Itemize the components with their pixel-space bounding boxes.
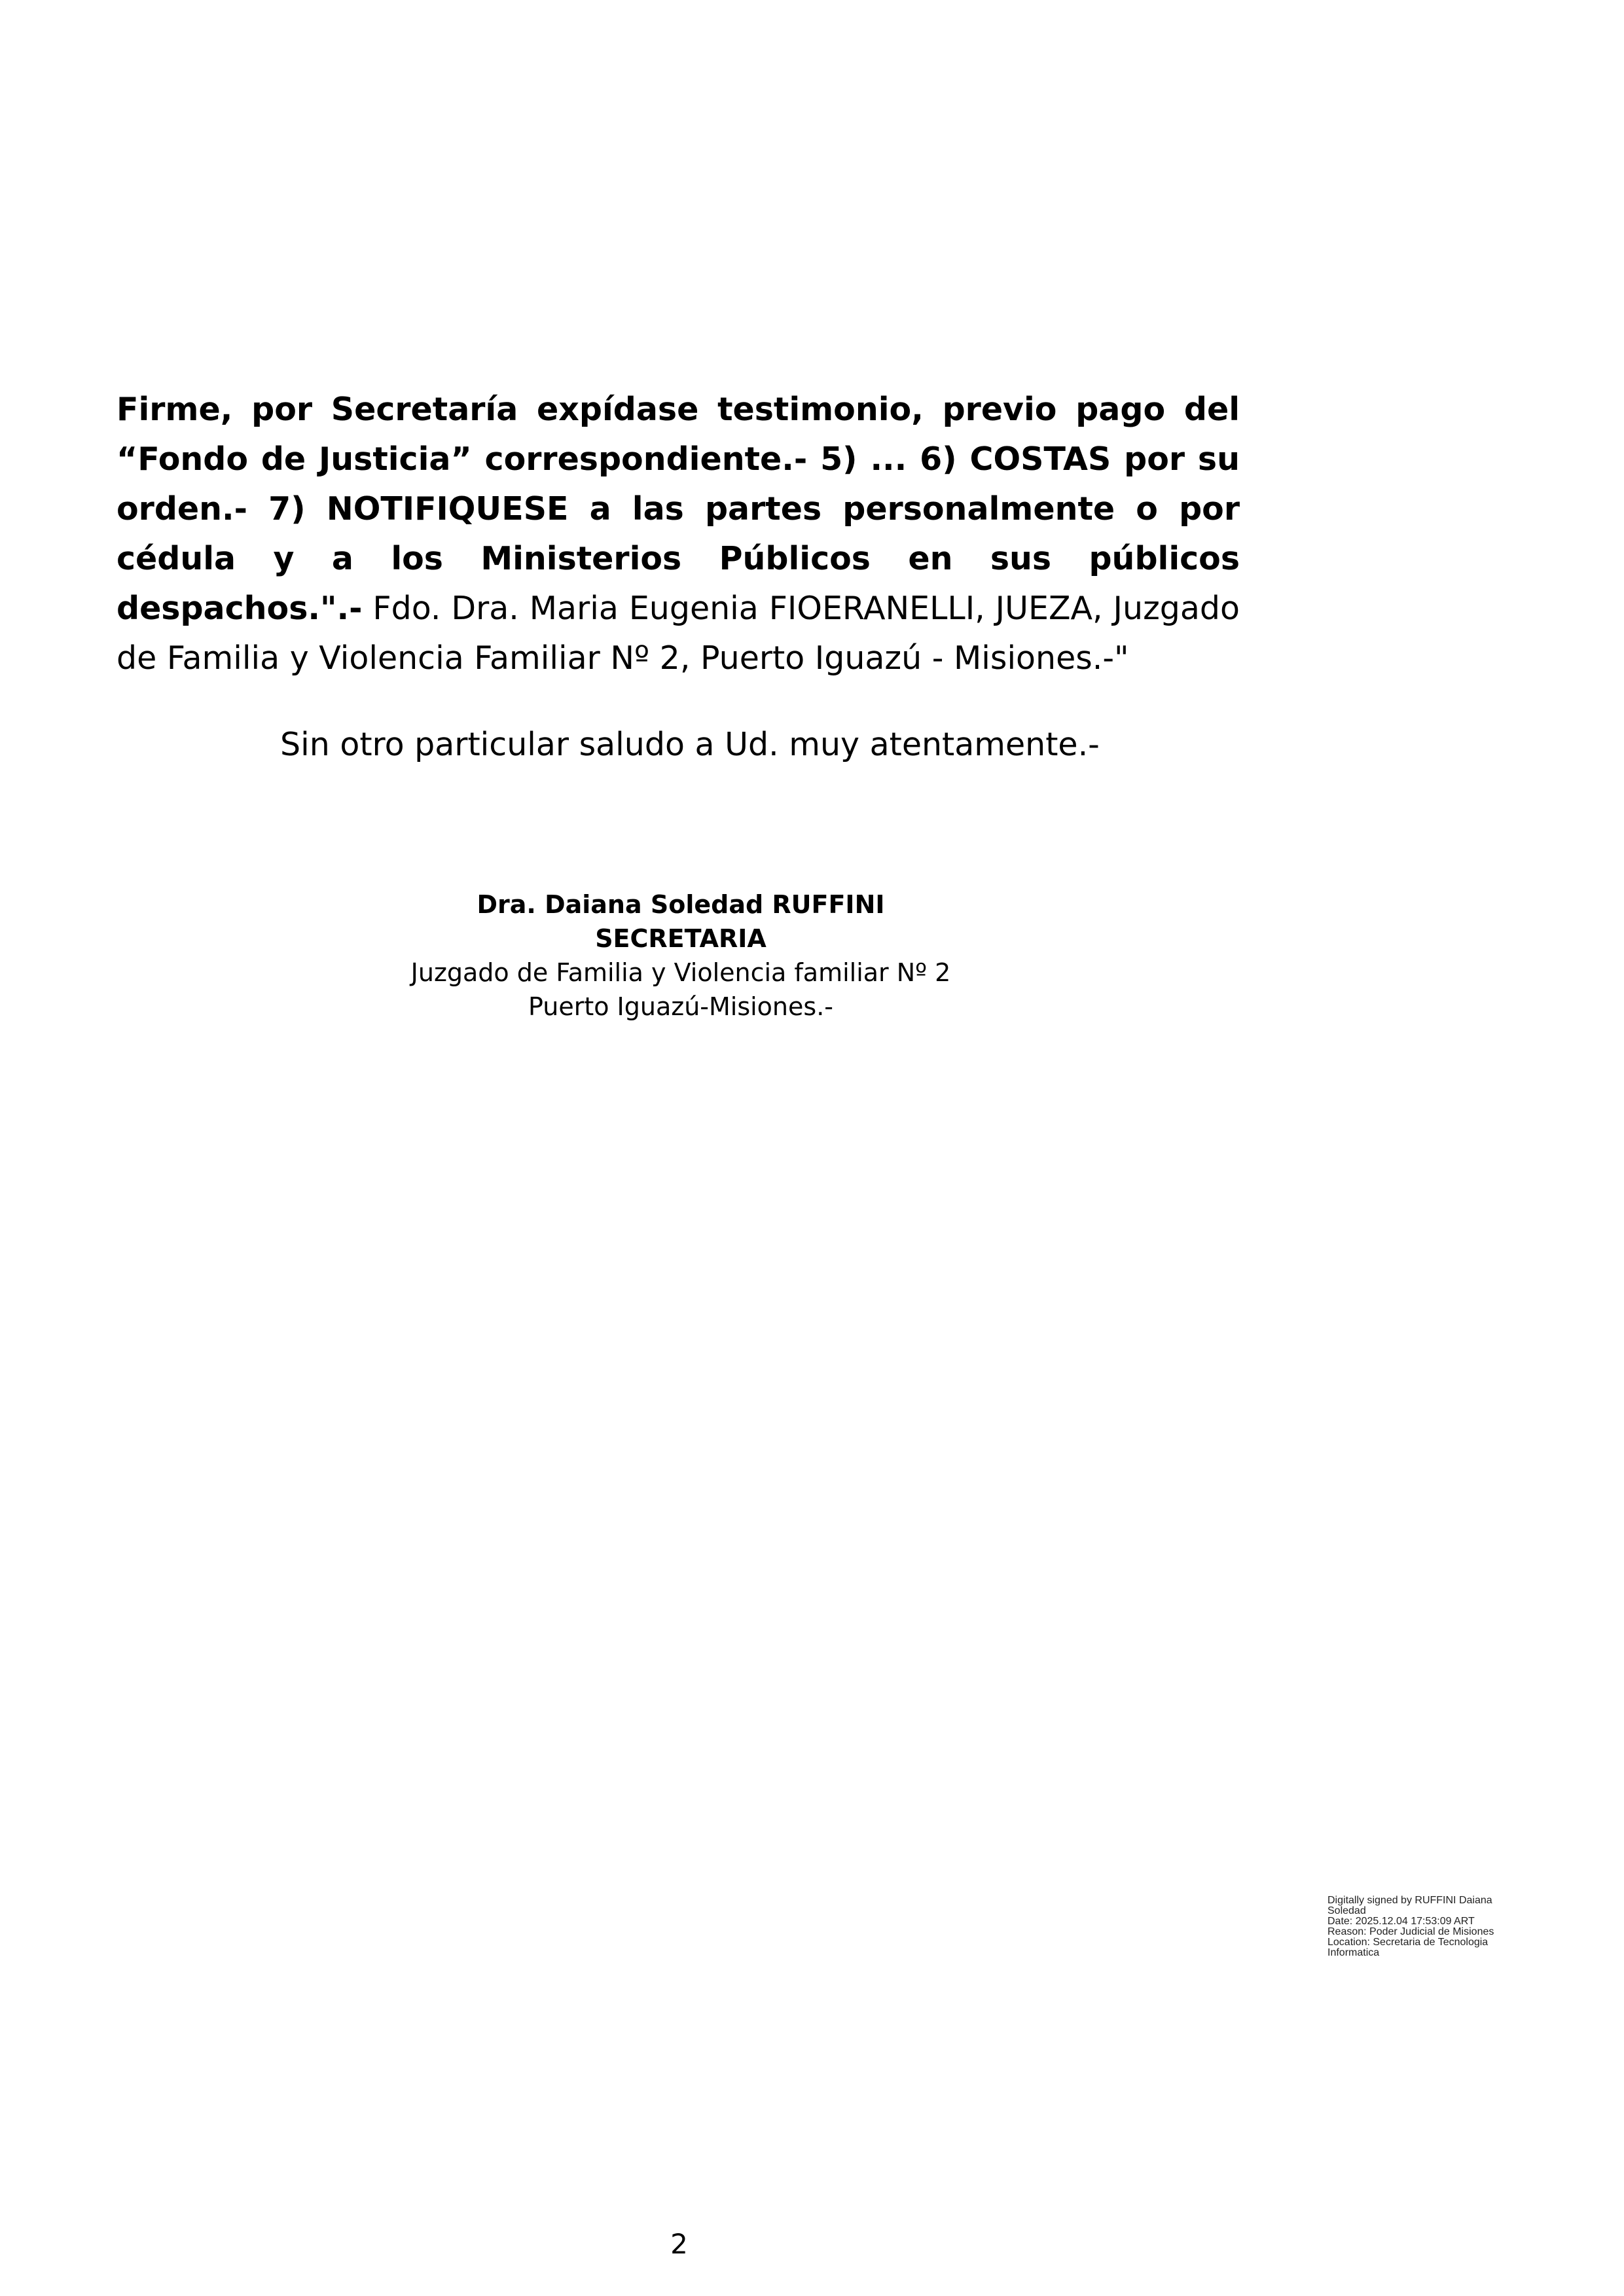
closing-line: Sin otro particular saludo a Ud. muy atentamente.- (280, 726, 1100, 763)
digital-signature-stamp (1327, 1895, 1524, 1958)
signer-location: Puerto Iguazú-Misiones.- (528, 992, 833, 1021)
digital-signature-location: Location: Secretaria de Tecnologia (1327, 1937, 1489, 1948)
digital-signature-line: Digitally signed by RUFFINI Daiana (1327, 1895, 1492, 1906)
signer-name: Dra. Daiana Soledad RUFFINI (477, 890, 885, 919)
signer-role: SECRETARIA (595, 924, 767, 953)
digital-signature-reason: Reason: Poder Judicial de Misiones (1327, 1926, 1494, 1937)
body-paragraph (117, 385, 1240, 683)
page-number: 2 (670, 2228, 688, 2260)
digital-signature-line: Soledad (1327, 1905, 1366, 1916)
digital-signature-line: Informatica (1327, 1947, 1380, 1958)
body-bold-text: Firme, por Secretaría expídase testimonio, previo pago del “Fondo de Justicia” correspondiente.- 5) ... 6) COSTAS por su orden.- 7) NOTIFIQUESE a las partes personalmente o por cédula y a los Ministerios Públicos en sus públicos despachos.".- (117, 391, 1240, 627)
signature-block (327, 888, 1034, 1024)
signer-court: Juzgado de Familia y Violencia familiar Nº 2 (410, 958, 951, 987)
digital-signature-date: Date: 2025.12.04 17:53:09 ART (1327, 1916, 1475, 1927)
body-signed-by-text: Fdo. Dra. Maria Eugenia FIOERANELLI, JUEZA, Juzgado de Familia y Violencia Familiar Nº 2, Puerto Iguazú - Misiones.-" (117, 590, 1240, 677)
